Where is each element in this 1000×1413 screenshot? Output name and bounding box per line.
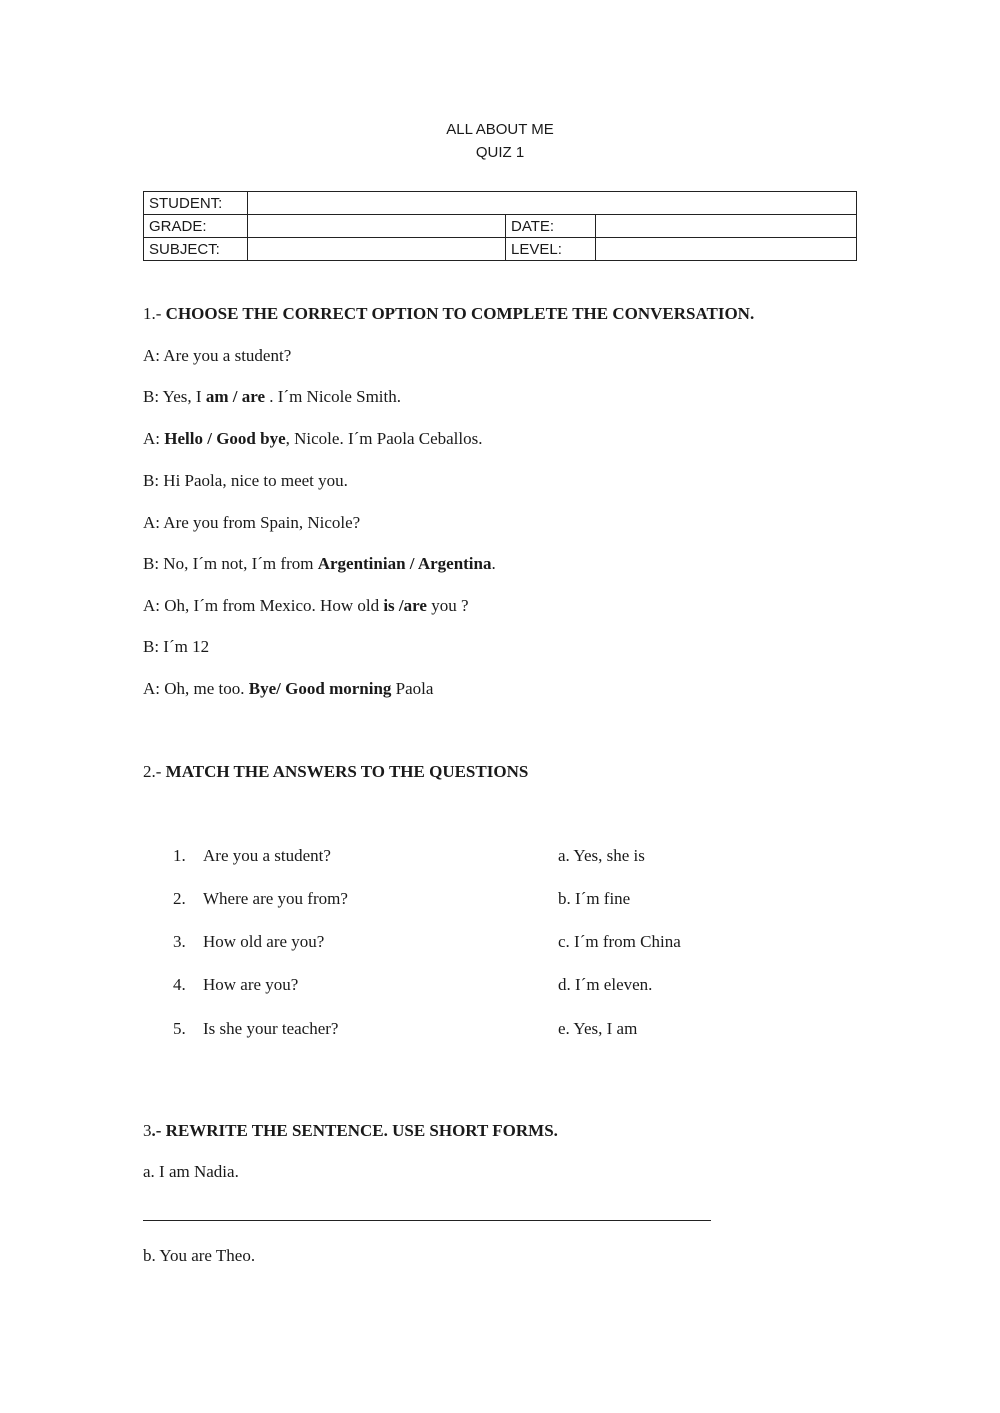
question-text: Are you a student? — [203, 846, 331, 865]
rewrite-item: a. I am Nadia. — [143, 1162, 239, 1181]
grade-field[interactable] — [248, 215, 506, 238]
conversation-line: A: Are you from Spain, Nicole? — [143, 513, 361, 532]
student-info-table — [143, 191, 857, 261]
question-number: 3. — [173, 932, 186, 951]
conversation-line: A: Oh, me too. Bye/ Good morning Paola — [143, 679, 434, 698]
date-label: DATE: — [506, 215, 596, 238]
section3-title: .- REWRITE THE SENTENCE. USE SHORT FORMS. — [151, 1121, 558, 1140]
page-subtitle: QUIZ 1 — [475, 144, 525, 161]
section2-number: 2.- — [143, 762, 162, 781]
level-field[interactable] — [596, 238, 857, 261]
question-text: Where are you from? — [203, 889, 348, 908]
answer-line[interactable] — [143, 1220, 711, 1221]
conversation-line: A: Hello / Good bye, Nicole. I´m Paola Ceballos. — [143, 429, 483, 448]
option-choice[interactable]: Bye/ Good morning — [248, 679, 392, 698]
question-text: Is she your teacher? — [203, 1019, 339, 1038]
option-choice[interactable]: Hello / Good bye — [164, 429, 286, 448]
conversation-line: A: Are you a student? — [143, 346, 292, 365]
conversation-line: B: Yes, I am / are . I´m Nicole Smith. — [143, 387, 401, 406]
section1-number: 1.- — [143, 304, 162, 323]
level-label: LEVEL: — [506, 238, 596, 261]
conversation-line: B: I´m 12 — [143, 637, 210, 656]
section3-number: 3 — [143, 1121, 152, 1140]
section3-heading — [143, 1121, 558, 1141]
question-number: 5. — [173, 1019, 186, 1038]
conversation-line: A: Oh, I´m from Mexico. How old is /are you ? — [143, 596, 469, 615]
subject-field[interactable] — [248, 238, 506, 261]
section2-heading — [143, 762, 528, 782]
option-choice[interactable]: is /are — [383, 596, 427, 615]
question-number: 1. — [173, 846, 186, 865]
student-field[interactable] — [248, 192, 857, 215]
grade-label: GRADE: — [144, 215, 248, 238]
answer-option[interactable]: e. Yes, I am — [558, 1019, 638, 1038]
question-text: How old are you? — [203, 932, 325, 951]
option-choice[interactable]: am / are — [205, 387, 266, 406]
date-field[interactable] — [596, 215, 857, 238]
answer-option[interactable]: b. I´m fine — [558, 889, 631, 908]
conversation-line: B: Hi Paola, nice to meet you. — [143, 471, 348, 490]
section1-title: CHOOSE THE CORRECT OPTION TO COMPLETE THE CONVERSATION. — [165, 304, 755, 323]
question-number: 4. — [173, 975, 186, 994]
rewrite-item: b. You are Theo. — [143, 1246, 256, 1265]
answer-option[interactable]: c. I´m from China — [558, 932, 681, 951]
page-title: ALL ABOUT ME — [446, 121, 554, 138]
answer-option[interactable]: a. Yes, she is — [558, 846, 645, 865]
section1-heading — [143, 304, 754, 324]
student-label: STUDENT: — [144, 192, 248, 215]
subject-label: SUBJECT: — [144, 238, 248, 261]
conversation-line: B: No, I´m not, I´m from Argentinian / Argentina. — [143, 554, 496, 573]
answer-option[interactable]: d. I´m eleven. — [558, 975, 653, 994]
section2-title: MATCH THE ANSWERS TO THE QUESTIONS — [165, 762, 529, 781]
question-number: 2. — [173, 889, 186, 908]
option-choice[interactable]: Argentinian / Argentina — [317, 554, 492, 573]
question-text: How are you? — [203, 975, 299, 994]
